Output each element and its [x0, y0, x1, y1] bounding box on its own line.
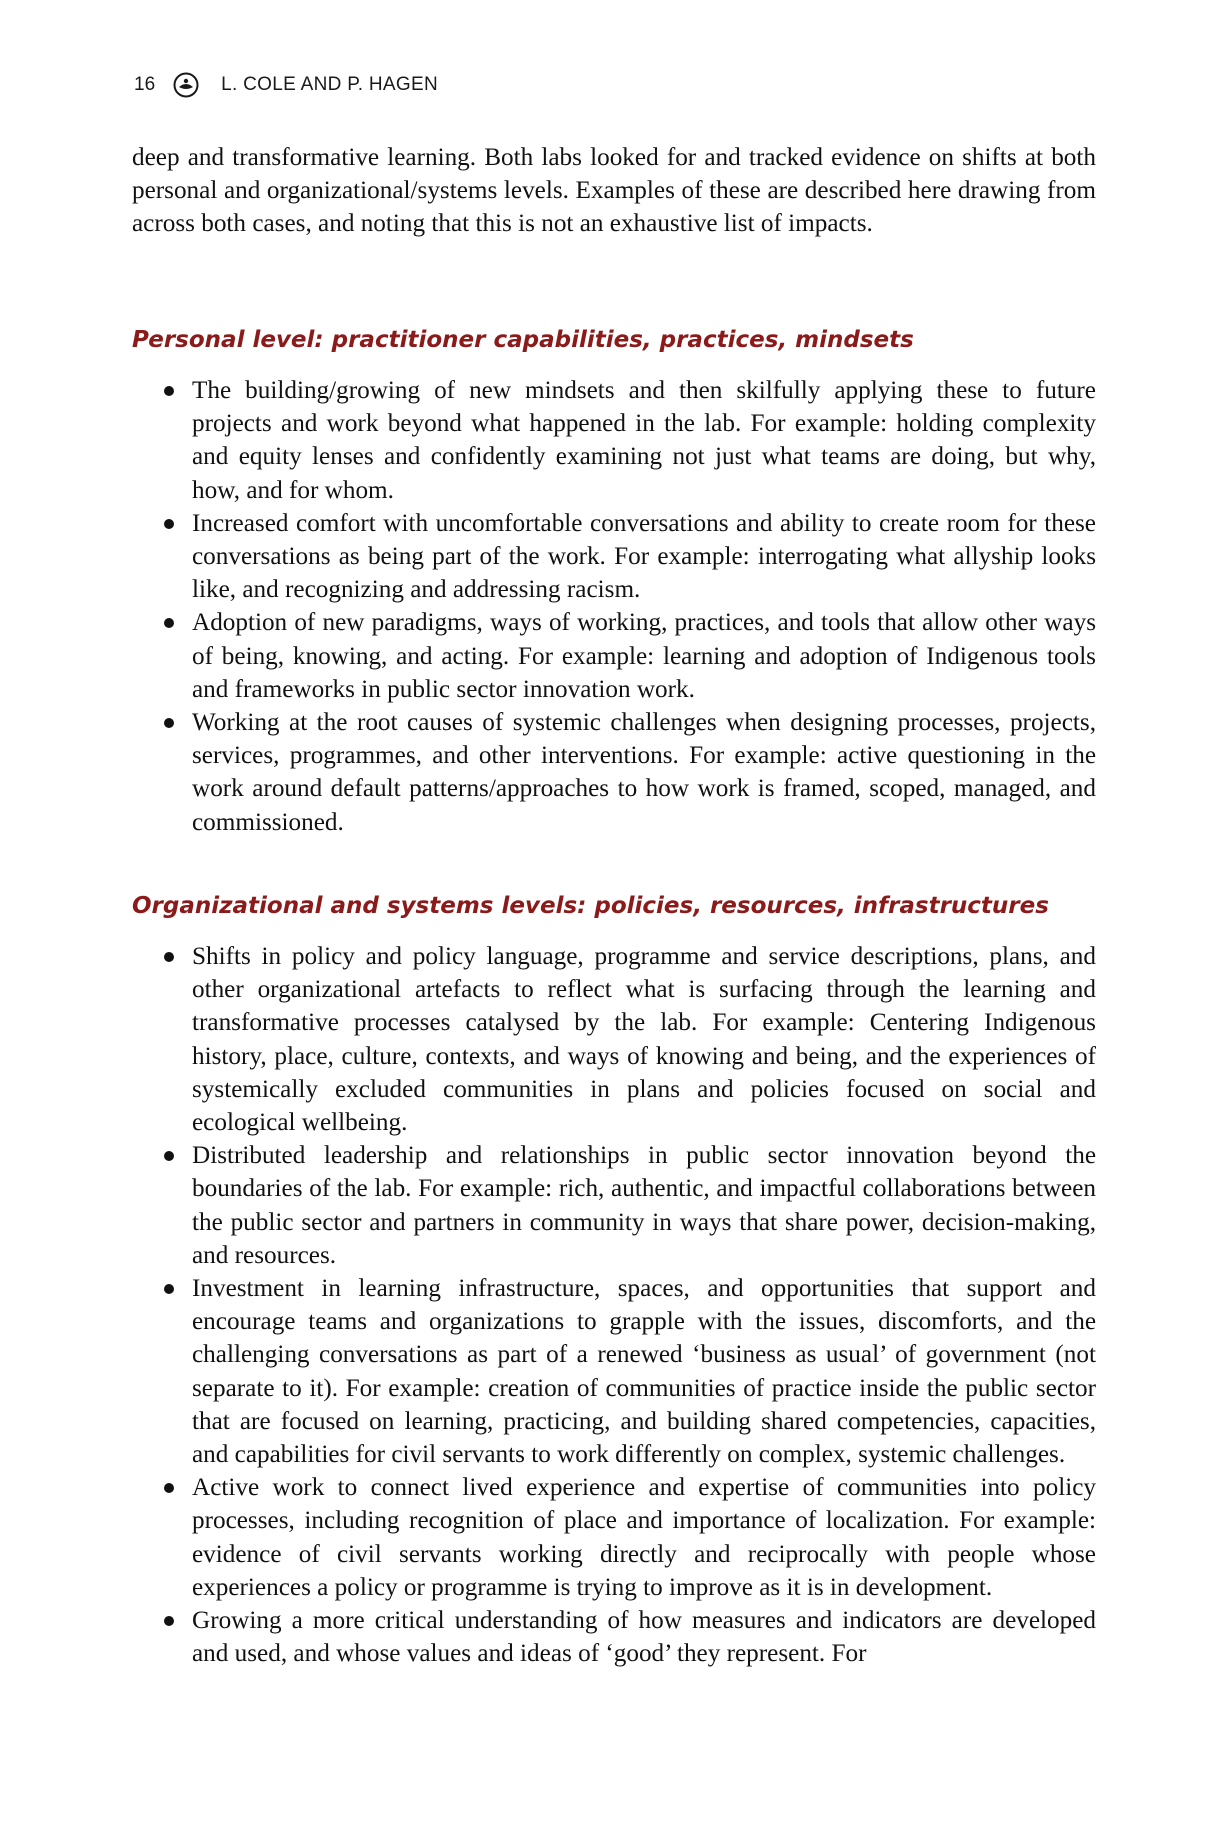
list-item-text: Investment in learning infrastructure, spaces, and opportunities that support and encourage teams and organizations to grapple with the issues, discomforts, and the challenging conversations as part of a renewed ‘business as usual’ of government (not separate to it). For example: creation of communities of practice inside the public sector that are focused on learning, practicing, and building shared competencies, capacities, and capabilities for civil servants to work differently on complex, systemic challenges.	[192, 1275, 1096, 1469]
list-item	[132, 1604, 1096, 1670]
list-item-text: Growing a more critical understanding of how measures and indicators are developed and used, and whose values and ideas of ‘good’ they represent. For	[192, 1607, 1096, 1668]
list-item-text: The building/growing of new mindsets and then skilfully applying these to future projects and work beyond what happened in the lab. For example: holding complexity and equity lenses and confidently examining not just what teams are doing, but why, how, and for whom.	[192, 377, 1096, 504]
personal-level-list	[132, 374, 1096, 839]
bullet-dot-icon	[164, 519, 174, 529]
bullet-dot-icon	[164, 1284, 174, 1294]
list-item	[132, 940, 1096, 1139]
list-item	[132, 706, 1096, 839]
organizational-level-list	[132, 940, 1096, 1670]
section-heading-personal: Personal level: practitioner capabilities, practices, mindsets	[132, 327, 914, 353]
list-item-text: Adoption of new paradigms, ways of working, practices, and tools that allow other ways of being, knowing, and acting. For example: learning and adoption of Indigenous tools and frameworks in public sector innovation work.	[192, 609, 1096, 703]
list-item	[132, 374, 1096, 507]
running-header-authors: L. COLE AND P. HAGEN	[221, 74, 438, 95]
list-item-text: Shifts in policy and policy language, programme and service descriptions, plans, and other organizational artefacts to reflect what is surfacing through the learning and transformative processes catalysed by the lab. For example: Centering Indigenous history, place, culture, contexts, and ways of knowing and being, and the experiences of systemically excluded communities in plans and policies focused on social and ecological wellbeing.	[192, 943, 1096, 1137]
running-header	[134, 72, 438, 98]
section-heading-organizational: Organizational and systems levels: policies, resources, infrastructures	[132, 893, 1049, 919]
list-item-text: Working at the root causes of systemic challenges when designing processes, projects, services, programmes, and other interventions. For example: active questioning in the work around default patterns/approaches to how work is framed, scoped, managed, and commissioned.	[192, 709, 1096, 836]
list-item	[132, 1272, 1096, 1471]
bullet-dot-icon	[164, 1616, 174, 1626]
list-item	[132, 606, 1096, 706]
list-item	[132, 507, 1096, 607]
bullet-dot-icon	[164, 1151, 174, 1161]
list-item-text: Distributed leadership and relationships in public sector innovation beyond the boundaries of the lab. For example: rich, authentic, and impactful collaborations between the public sector and partners in community in ways that share power, decision-making, and resources.	[192, 1142, 1096, 1269]
publisher-logo-icon	[173, 72, 199, 98]
list-item-text: Increased comfort with uncomfortable conversations and ability to create room for these conversations as being part of the work. For example: interrogating what allyship looks like, and recognizing and addressing racism.	[192, 509, 1096, 604]
bullet-dot-icon	[164, 618, 174, 628]
bullet-dot-icon	[164, 1483, 174, 1493]
intro-paragraph: deep and transformative learning. Both labs looked for and tracked evidence on shifts at both personal and organizational/systems levels. Examples of these are described here drawing from across both cases, and noting that this is not an exhaustive list of impacts.	[132, 144, 1096, 238]
bullet-dot-icon	[164, 386, 174, 396]
bullet-dot-icon	[164, 952, 174, 962]
page-number: 16	[134, 74, 156, 95]
list-item	[132, 1139, 1096, 1272]
list-item-text: Active work to connect lived experience and expertise of communities into policy processes, including recognition of place and importance of localization. For example: evidence of civil servants working directly and reciprocally with people whose experiences a policy or programme is trying to improve as it is in development.	[192, 1474, 1096, 1601]
bullet-dot-icon	[164, 718, 174, 728]
list-item	[132, 1471, 1096, 1604]
